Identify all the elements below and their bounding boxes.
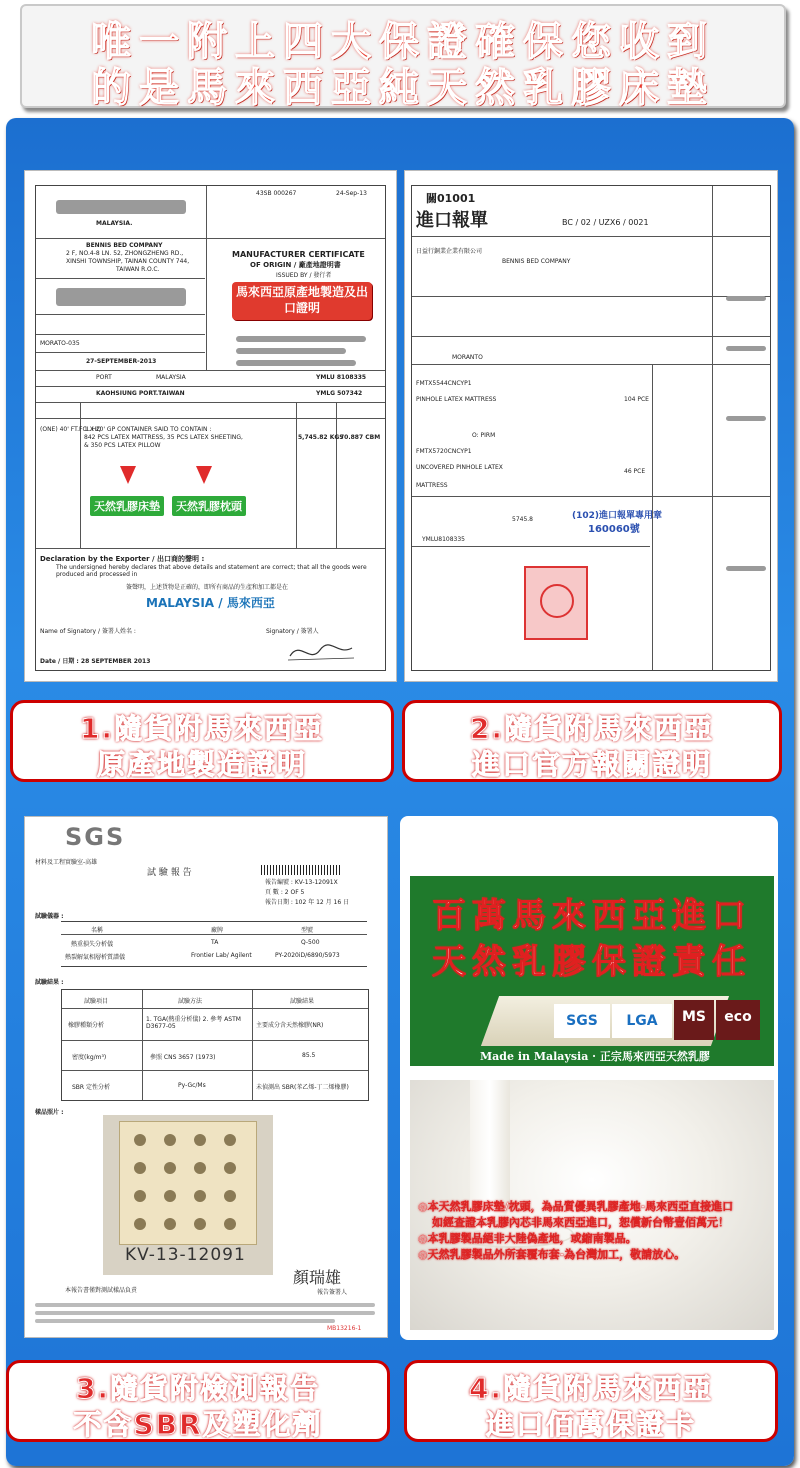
- r1-item: 橡膠種類分析: [68, 1022, 105, 1029]
- caption-1-line-1: 1.隨貨附馬來西亞: [79, 712, 325, 745]
- port-of-loading: PORT: [96, 374, 112, 381]
- vessel-name: MORANTO: [452, 354, 483, 361]
- certificate-of-origin-image: [24, 170, 397, 682]
- exporter-country: MALAYSIA.: [96, 220, 133, 227]
- report-footer: 本報告書僅對測試樣品負責: [65, 1287, 138, 1294]
- caption-4-line-2: 進口佰萬保證卡: [485, 1408, 696, 1441]
- caption-4-line-1: 4.隨貨附馬來西亞: [468, 1372, 714, 1405]
- item1-quantity: 104 PCE: [624, 396, 649, 403]
- goods-line-2: 842 PCS LATEX MATTRESS, 35 PCS LATEX SHEETING,: [84, 434, 243, 441]
- import-declaration-image: [404, 170, 778, 682]
- caption-2-line-1: 2.隨貨附馬來西亞: [469, 712, 715, 745]
- results-col-method: 試驗方法: [178, 998, 203, 1005]
- card-title-2: 天然乳膠保證責任: [432, 942, 752, 982]
- certificate-date: Date / 日期 : 28 SEPTEMBER 2013: [40, 658, 151, 665]
- eq2-name: 熱裂解氣相層析質譜儀: [65, 954, 126, 961]
- gross-weight: 5,745.82 KGS: [298, 434, 344, 441]
- r1-method: 1. TGA(熱重分析儀) 2. 參考 ASTM D3677-05: [146, 1016, 241, 1030]
- page-count: 頁 數 : 2 OF 5: [265, 889, 305, 896]
- declaration-number: BC / 02 / UZX6 / 0021: [562, 218, 649, 227]
- consignee-address-3: TAIWAN R.O.C.: [116, 266, 160, 273]
- latex-sample-icon: [119, 1121, 257, 1245]
- consignee-address-1: 2 F, NO.4-8 LN. 52, ZHONGZHENG RD.,: [66, 250, 184, 257]
- importer-name: 日益行銅業企業有限公司: [416, 248, 483, 255]
- importer-english: BENNIS BED COMPANY: [502, 258, 571, 265]
- guarantee-bullet-1b: 如經查證本乳膠內芯非馬來西亞進口，恕償新台幣壹佰萬元！: [432, 1216, 729, 1229]
- caption-3-line-2: 不含SBR及塑化劑: [73, 1408, 323, 1441]
- caption-test-report: [6, 1360, 390, 1442]
- r3-result: 未偵測出 SBR(苯乙烯-丁二烯橡膠): [256, 1084, 349, 1091]
- container-number: YMLU 8108335: [316, 374, 367, 381]
- signer-title: 報告簽署人: [317, 1289, 348, 1296]
- caption-1-line-2: 原產地製造證明: [96, 748, 307, 781]
- r2-item: 密度(kg/m³): [72, 1054, 107, 1061]
- caption-import-declaration: [402, 700, 782, 782]
- right-column-stamps: [716, 186, 770, 670]
- sample-photo-label: 樣品照片 :: [35, 1109, 64, 1116]
- r2-result: 85.5: [302, 1052, 316, 1059]
- origin-country: MALAYSIA / 馬來西亞: [146, 596, 275, 610]
- report-number: 報告編號 : KV-13-12091X: [265, 879, 338, 886]
- vessel-name: MORATO-035: [40, 340, 80, 347]
- headline-banner: [20, 4, 786, 111]
- eq1-model: Q-500: [301, 939, 320, 946]
- col-model: 型號: [301, 927, 314, 934]
- ms-badge: MS: [674, 1000, 714, 1040]
- lga-badge: LGA: [612, 1004, 672, 1038]
- signatory-label: Name of Signatory / 簽署人姓名 :: [40, 628, 136, 635]
- port-of-discharge: KAOHSIUNG PORT.TAIWAN: [96, 390, 185, 397]
- item3-description: MATTRESS: [416, 482, 448, 489]
- guarantee-bullet-3: ◎天然乳膠製品外所套覆布套-為台灣加工，敬請放心。: [418, 1248, 686, 1261]
- item2-code: FMTX5720CNCYP1: [416, 448, 472, 455]
- caption-2-line-2: 進口官方報關證明: [471, 748, 712, 781]
- headline-line-1: 唯一附上四大保證確保您收到: [91, 19, 715, 65]
- declaration-chinese: 簽聲明，上述貨物是正確的，即所有商品的生產和加工都是在: [126, 584, 289, 591]
- results-col-item: 試驗項目: [84, 998, 109, 1005]
- item1-code: FMTX5544CNCYP1: [416, 380, 472, 387]
- measurement: 70.887 CBM: [340, 434, 381, 441]
- goods-line-1: 1 X 20' GP CONTAINER SAID TO CONTAIN :: [84, 426, 212, 433]
- lab-name: 材料及工程實驗室-高雄: [35, 859, 98, 866]
- caption-guarantee-card: [404, 1360, 778, 1442]
- signature-icon: [286, 638, 356, 666]
- sgs-test-report-image: [24, 816, 388, 1338]
- certificate-title: MANUFACTURER CERTIFICATE: [232, 250, 365, 259]
- r2-method: 參照 CNS 3657 (1973): [150, 1054, 216, 1061]
- r3-method: Py-Gc/Ms: [178, 1082, 206, 1089]
- seal-number: YMLG 507342: [316, 390, 363, 397]
- guarantee-bullet-2: ◎本乳膠製品絕非大陸偽產地，或縮南製品。: [418, 1232, 637, 1245]
- card-title-1: 百萬馬來西亞進口: [432, 896, 752, 936]
- eq1-maker: TA: [211, 939, 219, 946]
- results-table: [61, 989, 369, 1101]
- port-of-loading-country: MALAYSIA: [156, 374, 186, 381]
- sample-photo: [103, 1115, 273, 1275]
- arrow-icon: [196, 466, 212, 484]
- caption-origin-certificate: [10, 700, 394, 782]
- r3-item: SBR 定性分析: [72, 1084, 111, 1091]
- goods-line-3: & 350 PCS LATEX PILLOW: [84, 442, 161, 449]
- guarantee-card-panel: [400, 816, 778, 1340]
- container-number: YMLU8108335: [422, 536, 465, 543]
- sgs-logo: SGS: [65, 823, 126, 851]
- pillow-tag: 天然乳膠枕頭: [172, 496, 246, 516]
- eq2-maker: Frontier Lab/ Agilent: [191, 952, 252, 959]
- col-name: 名稱: [91, 927, 104, 934]
- headline-line-2: 的是馬來西亞純天然乳膠床墊: [91, 65, 715, 111]
- red-seal-icon: [524, 566, 588, 640]
- sample-id: KV-13-12091: [125, 1245, 246, 1265]
- caption-3-line-1: 3.隨貨附檢測報告: [75, 1372, 321, 1405]
- signatory: Signatory / 簽署人: [266, 628, 319, 635]
- guarantee-card: [410, 876, 774, 1066]
- mattress-tag: 天然乳膠床墊: [90, 496, 164, 516]
- equipment-label: 試驗儀器 :: [35, 913, 64, 920]
- consignee-name: BENNIS BED COMPANY: [86, 242, 163, 249]
- declaration-title: 進口報單: [416, 210, 488, 231]
- equipment-table: [61, 921, 367, 967]
- issued-by: ISSUED BY / 發行者: [276, 272, 332, 279]
- col-maker: 廠牌: [211, 927, 224, 934]
- certificate-subtitle: OF ORIGIN / 廠產地證明書: [250, 261, 341, 269]
- item1-description: PINHOLE LATEX MATTRESS: [416, 396, 497, 403]
- guarantee-bullet-1: ◎本天然乳膠床墊/枕頭，為品質優異乳膠產地-馬來西亞直接進口: [418, 1200, 734, 1213]
- customs-stamp-number: 160060號: [588, 524, 640, 535]
- customs-stamp-text: (102)進口報單專用章: [572, 511, 663, 521]
- made-in-malaysia: Made in Malaysia · 正宗馬來西亞天然乳膠: [480, 1050, 710, 1063]
- gross-weight: 5745.8: [512, 516, 533, 523]
- origin-stamp: 馬來西亞原產地製造及出口證明: [232, 282, 372, 320]
- report-title: 試 驗 報 告: [147, 868, 192, 878]
- signature: 顏瑞雄: [293, 1268, 342, 1287]
- results-col-result: 試驗結果: [290, 998, 315, 1005]
- header-number: 關01001: [426, 192, 476, 205]
- report-date: 報告日期 : 102 年 12 月 16 日: [265, 899, 350, 906]
- results-label: 試驗結果 :: [35, 979, 64, 986]
- arrow-icon: [120, 466, 136, 484]
- invoice-date: 24-Sep-13: [336, 190, 367, 197]
- barcode-icon: [261, 865, 341, 875]
- footer-code: MB13216-1: [327, 1325, 362, 1332]
- r1-result: 主要成分含天然橡膠(NR): [256, 1022, 324, 1029]
- departure-date: 27-SEPTEMBER-2013: [86, 358, 157, 365]
- shipping-marks: (ONE) 40' FT.FCL.HQ: [40, 426, 102, 433]
- consignee-address-2: XINSHI TOWNSHIP, TAINAN COUNTY 744,: [66, 258, 190, 265]
- item2-quantity: 46 PCE: [624, 468, 646, 475]
- invoice-number: 43SB 000267: [256, 190, 297, 197]
- eco-badge: eco: [716, 1000, 760, 1040]
- eq2-model: PY-2020iD/6890/5973: [275, 952, 340, 959]
- eq1-name: 熱重損失分析儀: [71, 941, 114, 948]
- item2-description: UNCOVERED PINHOLE LATEX: [416, 464, 503, 471]
- latex-pour-image: [410, 1080, 774, 1330]
- sgs-badge: SGS: [554, 1004, 610, 1038]
- item1-origin: O: PIRM: [472, 432, 496, 439]
- declaration-text: The undersigned hereby declares that above details and statement are correct; that all the goods were produced and processed in: [56, 564, 367, 578]
- declaration-title: Declaration by the Exporter / 出口商的聲明 :: [40, 555, 205, 563]
